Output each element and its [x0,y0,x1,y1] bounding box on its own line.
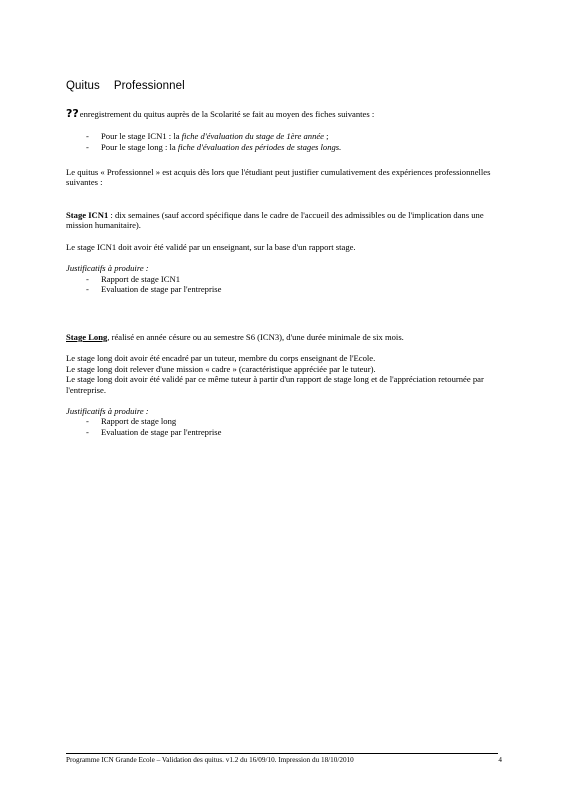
long-line: Le stage long doit avoir été validé par ce même tuteur à partir d'un rapport de stage long et de l'appréciation retournée par l'entreprise. [66,374,484,395]
long-line: Le stage long doit avoir été encadré par un tuteur, membre du corps enseignant de l'Ecole. [66,353,376,364]
icn1-validation: Le stage ICN1 doit avoir été validé par un enseignant, sur la base d'un rapport stage. [66,241,356,252]
page-footer [66,756,502,764]
long-section [66,332,498,437]
long-justificatifs-list [66,416,498,437]
footer-divider [66,753,498,754]
icn1-section [66,210,498,294]
list-item: - Pour le stage ICN1 : la fiche d'évaluation du stage de 1ère année ; [66,131,498,141]
long-description: Stage Long, réalisé en année césure ou au semestre S6 (ICN3), d'une durée minimale de six mois. [66,332,404,342]
intro-paragraph [66,109,498,119]
title-word-professionnel: Professionnel [113,80,185,92]
missing-glyph-icon: ?? [66,107,79,120]
intro-text: enregistrement du quitus auprès de la Scolarité se fait au moyen des fiches suivantes : [79,109,375,119]
list-item: - Evaluation de stage par l'entreprise [66,284,498,294]
long-justificatifs-label: Justificatifs à produire : [66,406,149,417]
icn1-description: Stage ICN1 : dix semaines (sauf accord spécifique dans le cadre de l'accueil des admissibles ou de l'implication dans une mission humanitaire). [66,210,484,231]
title-word-quitus: Quitus [66,80,100,92]
page-number: 4 [498,756,502,764]
quitus-paragraph: Le quitus « Professionnel » est acquis dès lors que l'étudiant peut justifier cumulativement des expériences professionnelles suivantes : [66,167,491,188]
section-title [66,80,185,92]
long-line: Le stage long doit relever d'une mission « cadre » (caractéristique appréciée par le tuteur). [66,363,376,374]
long-requirements [66,353,498,395]
icn1-label: Stage ICN1 [66,210,109,220]
intro-block [66,109,498,152]
list-item: - Rapport de stage ICN1 [66,274,498,284]
footer-text: Programme ICN Grande Ecole – Validation des quitus. v1.2 du 16/09/10. Impression du 18/10/2010 [66,756,354,764]
list-item: - Rapport de stage long [66,416,498,426]
long-label: Stage Long [66,332,108,342]
list-item: - Pour le stage long : la fiche d'évaluation des périodes de stages longs. [66,142,498,152]
fiche-list [66,131,498,152]
list-item: - Evaluation de stage par l'entreprise [66,427,498,437]
icn1-justificatifs-list [66,274,498,295]
icn1-justificatifs-label: Justificatifs à produire : [66,263,149,274]
